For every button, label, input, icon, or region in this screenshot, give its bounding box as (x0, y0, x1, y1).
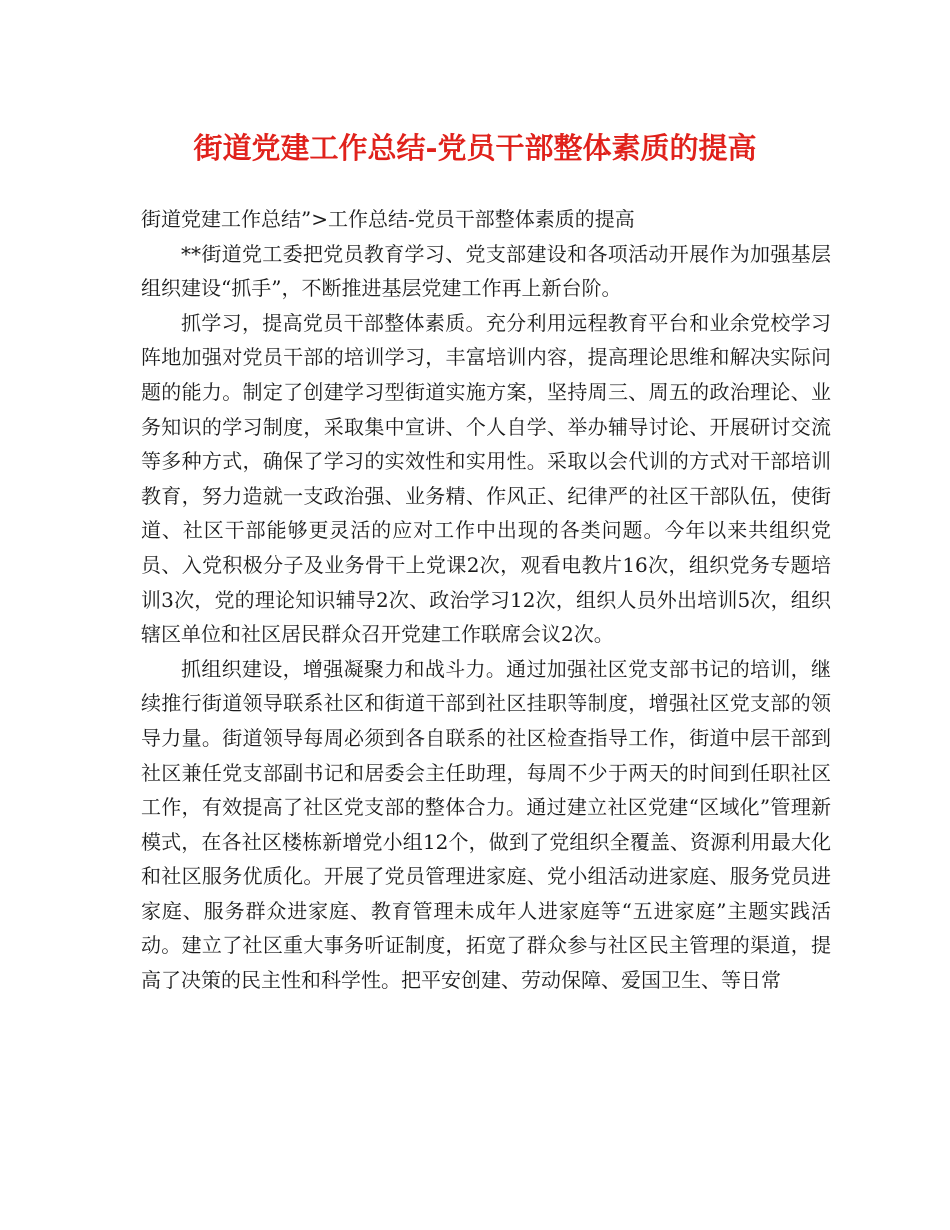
paragraph-study: 抓学习，提高党员干部整体素质。充分利用远程教育平台和业余党校学习阵地加强对党员干部的培训学习，丰富培训内容，提高理论思维和解决实际问题的能力。制定了创建学习型街道实施方案，坚持周三、周五的政治理论、业务知识的学习制度，采取集中宣讲、个人自学、举办辅导讨论、开展研讨交流等多种方式，确保了学习的实效性和实用性。采取以会代训的方式对干部培训教育，努力造就一支政治强、业务精、作风正、纪律严的社区干部队伍，使街道、社区干部能够更灵活的应对工作中出现的各类问题。今年以来共组织党员、入党积极分子及业务骨干上党课2次，观看电教片16次，组织党务专题培训3次，党的理论知识辅导2次、政治学习12次，组织人员外出培训5次，组织辖区单位和社区居民群众召开党建工作联席会议2次。 (141, 310, 831, 647)
paragraph-organization: 抓组织建设，增强凝聚力和战斗力。通过加强社区党支部书记的培训，继续推行街道领导联系社区和街道干部到社区挂职等制度，增强社区党支部的领导力量。街道领导每周必须到各自联系的社区检查指导工作，街道中层干部到社区兼任党支部副书记和居委会主任助理，每周不少于两天的时间到任职社区工作，有效提高了社区党支部的整体合力。通过建立社区党建“区域化”管理新模式，在各社区楼栋新增党小组12个，做到了党组织全覆盖、资源利用最大化和社区服务优质化。开展了党员管理进家庭、党小组活动进家庭、服务党员进家庭、服务群众进家庭、教育管理未成年人进家庭等“五进家庭”主题实践活动。建立了社区重大事务听证制度，拓宽了群众参与社区民主管理的渠道，提高了决策的民主性和科学性。把平安创建、劳动保障、爱国卫生、等日常 (141, 656, 831, 993)
breadcrumb-line: 街道党建工作总结”>工作总结-党员干部整体素质的提高 (141, 207, 635, 231)
document-body (141, 202, 831, 998)
document-title: 街道党建工作总结-党员干部整体素质的提高 (193, 131, 757, 165)
paragraph-intro: **街道党工委把党员教育学习、党支部建设和各项活动开展作为加强基层组织建设“抓手”，不断推进基层党建工作再上新台阶。 (141, 241, 831, 301)
